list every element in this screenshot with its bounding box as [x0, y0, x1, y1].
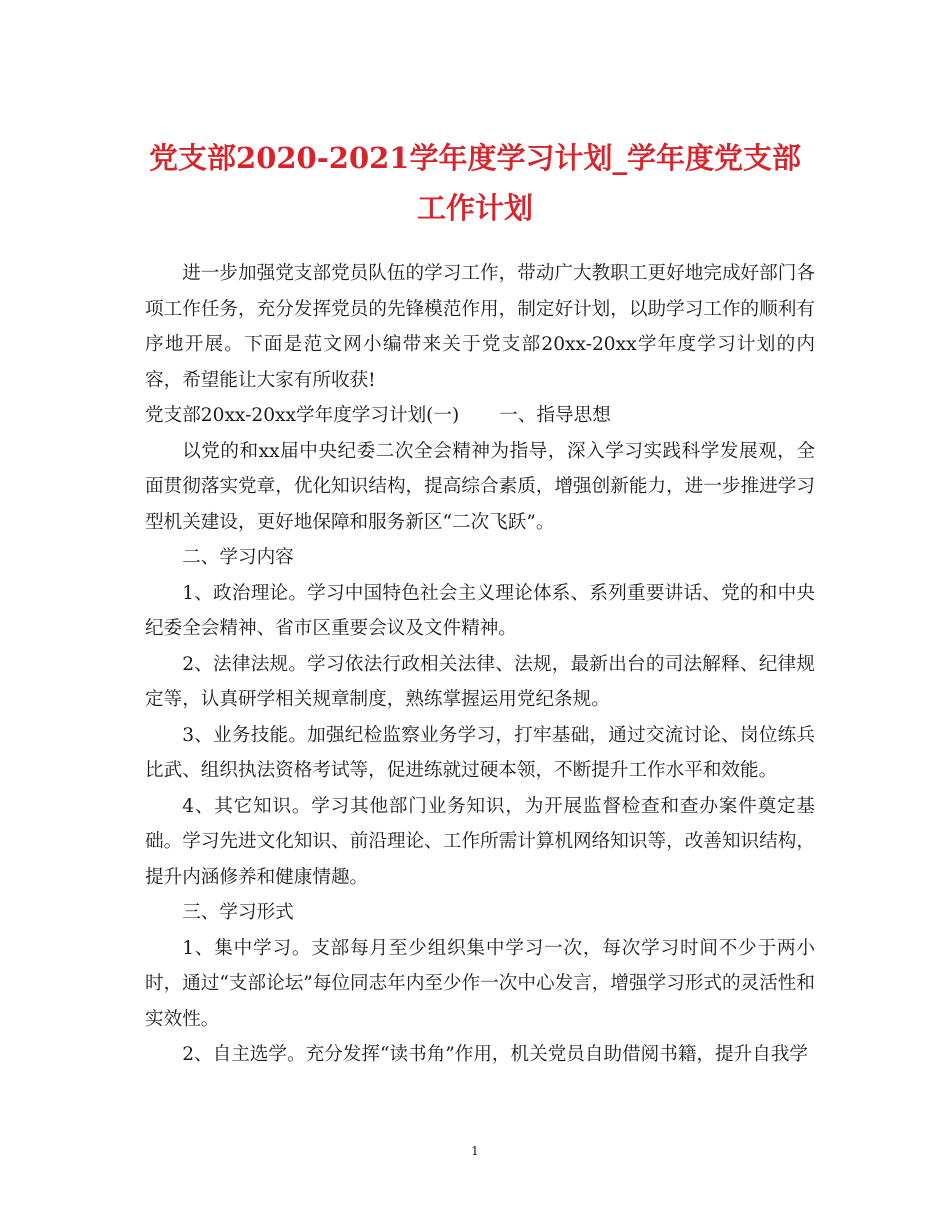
document-title: 党支部2020-2021学年度学习计划_学年度党支部工作计划: [149, 141, 801, 225]
study-content-item-2: 2、法律法规。学习依法行政相关法律、法规，最新出台的司法解释、纪律规定等，认真研学相关规章制度，熟练掌握运用党纪条规。: [145, 653, 815, 710]
study-form-item-2: 2、自主选学。充分发挥“读书角”作用，机关党员自助借阅书籍，提升自我学: [182, 1044, 809, 1065]
section-title-line: [145, 398, 815, 434]
section-title: 党支部20xx-20xx学年度学习计划(一): [145, 405, 460, 426]
document-body: [145, 256, 815, 1073]
study-content-item-1: 1、政治理论。学习中国特色社会主义理论体系、系列重要讲话、党的和中央纪委全会精神、省市区重要会议及文件精神。: [145, 582, 815, 639]
study-form-item-1: 1、集中学习。支部每月至少组织集中学习一次，每次学习时间不少于两小时，通过“支部论坛”每位同志年内至少作一次中心发言，增强学习形式的灵活性和实效性。: [145, 937, 815, 1030]
guiding-thought-paragraph: 以党的和xx届中央纪委二次全会精神为指导，深入学习实践科学发展观，全面贯彻落实党章，优化知识结构，提高综合素质，增强创新能力，进一步推进学习型机关建设，更好地保障和服务新区“二次飞跃”。: [145, 440, 815, 533]
heading-study-content: 二、学习内容: [182, 547, 294, 568]
heading-guiding-thought: 一、指导思想: [499, 405, 611, 426]
study-content-item-3: 3、业务技能。加强纪检监察业务学习，打牢基础，通过交流讨论、岗位练兵比武、组织执法资格考试等，促进练就过硬本领，不断提升工作水平和效能。: [145, 724, 815, 781]
page-number: 1: [471, 1144, 479, 1158]
intro-paragraph: 进一步加强党支部党员队伍的学习工作，带动广大教职工更好地完成好部门各项工作任务，充分发挥党员的先锋模范作用，制定好计划，以助学习工作的顺利有序地开展。下面是范文网小编带来关于党支部20xx-20xx学年度学习计划的内容，希望能让大家有所收获!: [145, 263, 815, 391]
heading-study-form: 三、学习形式: [182, 902, 294, 923]
study-content-item-4: 4、其它知识。学习其他部门业务知识，为开展监督检查和查办案件奠定基础。学习先进文化知识、前沿理论、工作所需计算机网络知识等，改善知识结构，提升内涵修养和健康情趣。: [145, 795, 815, 888]
